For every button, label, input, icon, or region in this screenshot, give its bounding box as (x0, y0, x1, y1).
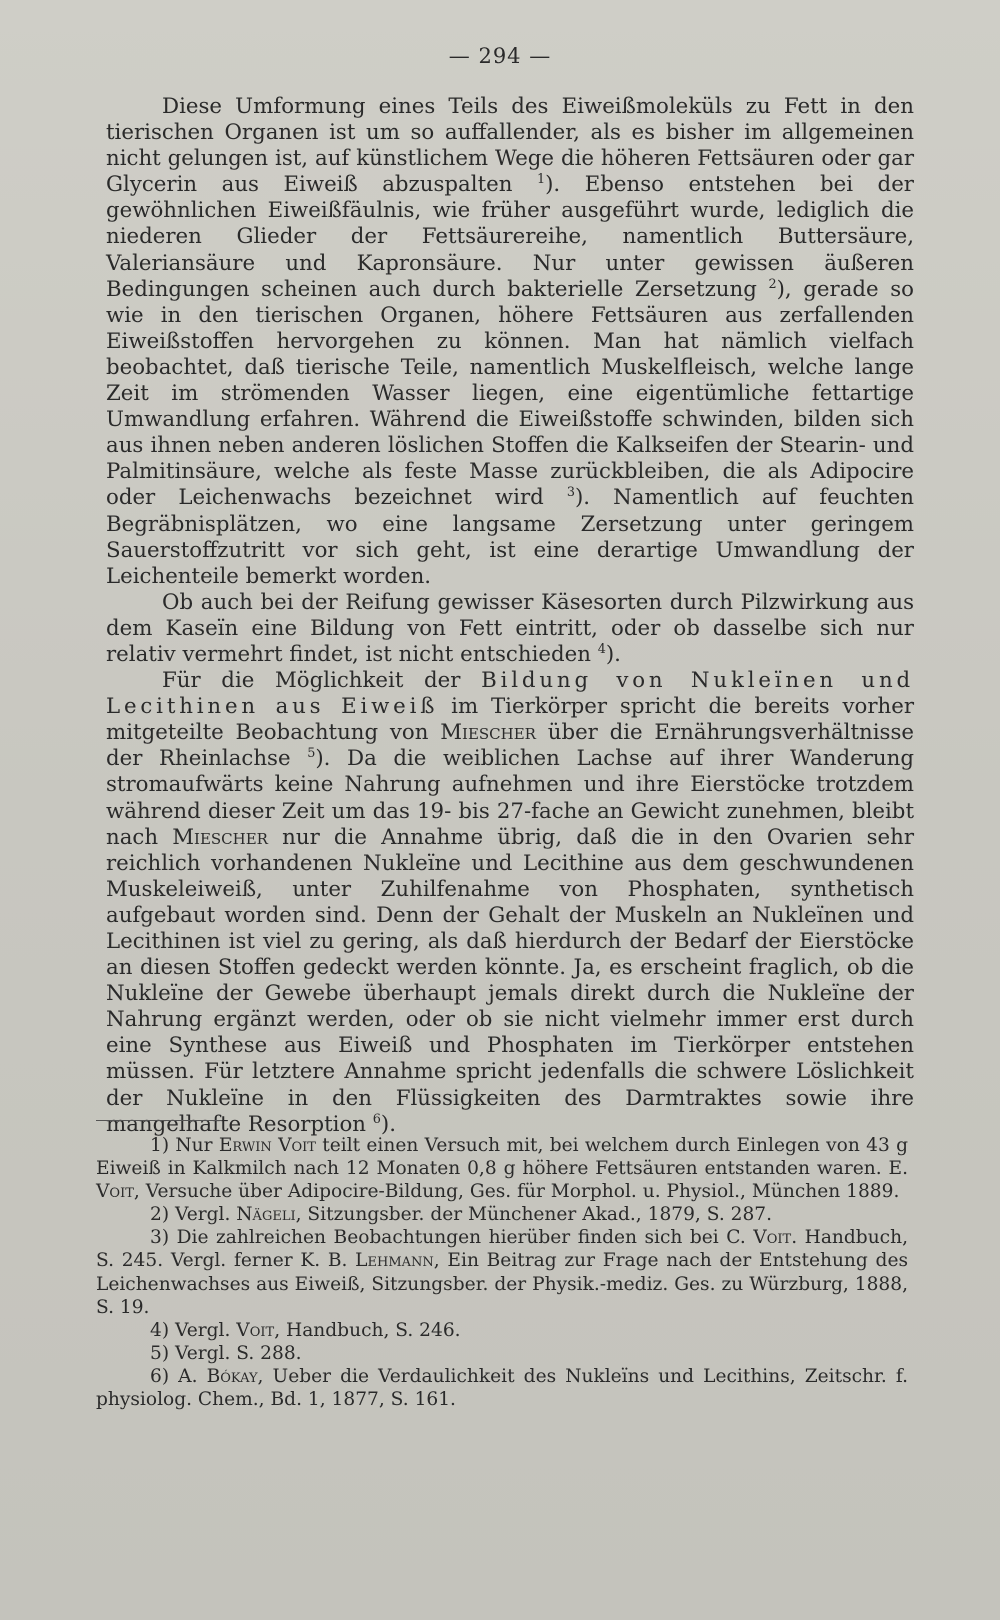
text-run: ). Namentlich auf feuchten Begräbnisplätzen, wo eine langsame Zersetzung unter geringem Sauerstoffzutritt vor sich geht, ist eine derartige Umwandlung der Leichenteile bemerkt worden. (106, 485, 914, 589)
text-run: nur die Annahme übrig, daß die in den Ovarien sehr reichlich vorhandenen Nukleïne und Lecithine aus dem geschwundenen Muskeleiweiß, unter Zuhilfenahme von Phosphaten, synthetisch aufgebaut worden sind. Denn der Gehalt der Muskeln an Nukleïnen und Lecithinen ist viel zu gering, als daß hierdurch der Bedarf der Eierstöcke an diesen Stoffen gedeckt werden könnte. Ja, es erscheint fraglich, ob die Nukleïne der Gewebe überhaupt jemals direkt durch die Nukleïne der Nahrung ergänzt werden, oder ob sie nicht vielmehr immer erst durch eine Synthese aus Eiweiß und Phosphaten im Tierkörper entstehen müssen. Für letztere Annahme spricht jedenfalls die schwere Löslichkeit der Nukleïne in den Flüssigkeiten des Darmtraktes sowie ihre mangelhafte Resorption (106, 824, 914, 1137)
text-run: , Sitzungsber. der Münchener Akad., 1879, S. 287. (295, 1204, 773, 1226)
text-run: ), gerade so wie in den tierischen Organen, höhere Fettsäuren aus zerfallenden Eiweißstoffen hervorgehen zu können. Man hat nämlich vielfach beobachtet, daß tierische Teile, namentlich Muskelfleisch, welche lange Zeit im strömenden Wasser liegen, eine eigentümliche fettartige Umwandlung erfahren. Während die Eiweißstoffe schwinden, bilden sich aus ihnen neben anderen löslichen Stoffen die Kalkseifen der Stearin- und Palmitinsäure, welche als feste Masse zurückbleiben, die als Adipocire oder Leichenwachs bezeichnet wird (106, 276, 914, 511)
author-name: Miescher (440, 720, 536, 746)
text-run: Diese Umformung eines Teils des Eiweißmoleküls zu Fett in den tierischen Organen ist um so auffallender, als es bisher im allgemeinen nicht gelungen ist, auf künstlichem Wege die höheren Fettsäuren oder gar Glycerin aus Eiweiß abzuspalten (106, 94, 914, 198)
author-name: Lehmann (355, 1250, 434, 1272)
author-name: Bókay (206, 1365, 258, 1387)
footnotes (96, 1134, 908, 1411)
text-run: 6) A. (150, 1365, 207, 1387)
page-number: — 294 — (448, 44, 552, 68)
text-run: , Ein Beitrag zur Frage nach der Entstehung des Leichenwachses aus Eiweiß, Sitzungsber. der Physik.-mediz. Ges. zu Würzburg, 1888, S. 19. (96, 1250, 908, 1318)
text-run: im Tierkörper spricht die bereits vorher mitgeteilte Beobachtung von (106, 694, 915, 746)
text-run: , Handbuch, S. 246. (274, 1319, 461, 1341)
text-run: Ob auch bei der Reifung gewisser Käsesorten durch Pilzwirkung aus dem Kaseïn eine Bildung von Fett eintritt, oder ob dasselbe sich nur relativ vermehrt findet, ist nicht entschieden (106, 589, 914, 667)
author-name: Erwin Voit (218, 1135, 316, 1156)
text-run: ). Da die weiblichen Lachse auf ihrer Wanderung stromaufwärts keine Nahrung aufnehmen und ihre Eierstöcke trotzdem während dieser Zeit um das 19- bis 27-fache an Gewicht zunehmen, bleibt nach (106, 746, 914, 850)
main-text (106, 94, 914, 1138)
text-run: 5) Vergl. S. 288. (150, 1342, 302, 1364)
text-run: , Ueber die Verdaulichkeit des Nukleïns und Lecithins, Zeitschr. f. physiolog. Chem., Bd. 1, 1877, S. 161. (96, 1365, 908, 1411)
author-name: Voit (236, 1319, 275, 1341)
text-run: 4) Vergl. (150, 1319, 237, 1341)
footnote-ref: 3 (566, 485, 575, 501)
text-run: ). (380, 1111, 396, 1137)
footnote (96, 1203, 908, 1226)
paragraph (106, 94, 914, 590)
footnote-ref: 6 (372, 1111, 381, 1127)
text-run: . Handbuch, S. 245. Vergl. ferner K. B. (96, 1227, 908, 1272)
text-run: , Versuche über Adipocire-Bildung, Ges. für Morphol. u. Physiol., München 1889. (133, 1181, 900, 1203)
footnote (96, 1365, 908, 1411)
text-run: 1) Nur (150, 1135, 219, 1156)
footnote (96, 1226, 908, 1318)
footnote (96, 1342, 908, 1365)
spaced-emphasis: Bildung von Nukleïnen und Lecithinen aus Eiweiß (106, 668, 914, 720)
text-run: ). (605, 641, 621, 667)
footnote-ref: 4 (597, 641, 606, 657)
footnote-ref: 5 (307, 746, 316, 762)
footnote-ref: 2 (768, 276, 777, 292)
text-run: über die Ernährungsverhältnisse der Rheinlachse (106, 720, 914, 772)
text-run: 2) Vergl. (150, 1204, 237, 1226)
text-run: 3) Die zahlreichen Beobachtungen hierüber finden sich bei C. (150, 1227, 754, 1249)
text-run: ). Ebenso entstehen bei der gewöhnlichen Eiweißfäulnis, wie früher ausgeführt wurde, lediglich die niederen Glieder der Fettsäurereihe, namentlich Buttersäure, Valeriansäure und Kapronsäure. Nur unter gewissen äußeren Bedingungen scheinen auch durch bakterielle Zersetzung (106, 172, 914, 302)
author-name: Voit (96, 1181, 134, 1203)
footnote-separator (96, 1120, 222, 1121)
author-name: Miescher (172, 824, 268, 850)
author-name: Voit (753, 1227, 792, 1249)
author-name: Nägeli (236, 1204, 296, 1226)
paragraph (106, 668, 914, 1138)
footnote (96, 1319, 908, 1342)
footnote (96, 1134, 908, 1203)
paragraph (106, 590, 914, 668)
footnote-ref: 1 (536, 172, 546, 188)
text-run: Für die Möglichkeit der (162, 668, 482, 694)
text-run: teilt einen Versuch mit, bei welchem durch Einlegen von 43 g Eiweiß in Kalkmilch nach 12 Monaten 0,8 g höhere Fettsäuren entstanden waren. E. (96, 1135, 909, 1180)
